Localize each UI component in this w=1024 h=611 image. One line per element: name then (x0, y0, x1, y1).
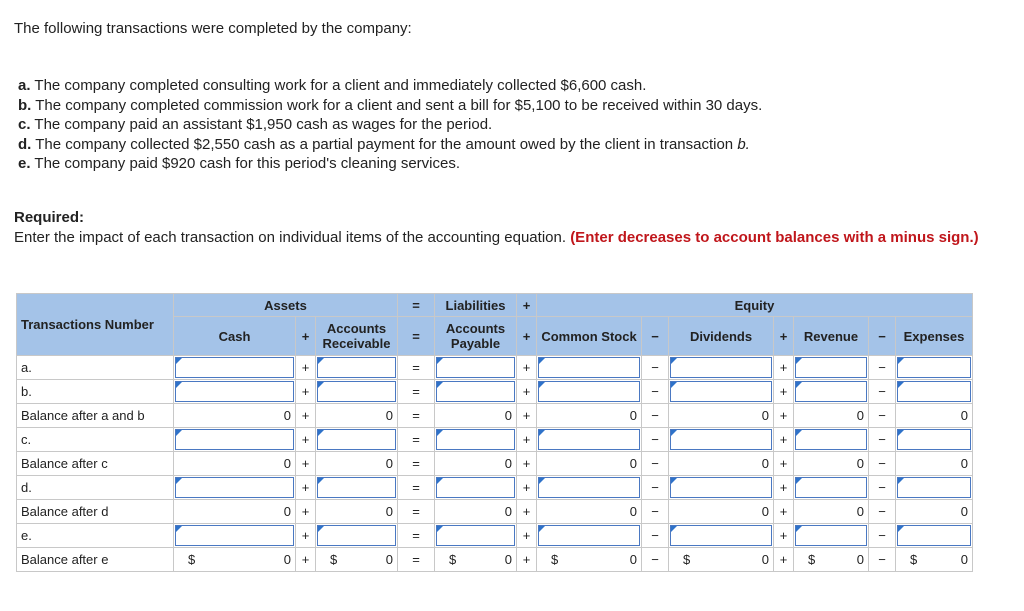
plus-sign: + (774, 380, 794, 404)
cash-balance: 0 (174, 452, 296, 476)
minus-sign: − (642, 428, 669, 452)
plus-sign: + (517, 356, 537, 380)
accounts-payable-input[interactable] (435, 476, 517, 500)
cell-marker-icon (671, 478, 677, 484)
accounts-receivable-balance (316, 548, 398, 572)
minus-sign: − (642, 380, 669, 404)
plus-sign: + (517, 548, 537, 572)
accounts-payable-input-box[interactable] (436, 477, 515, 498)
transaction-item (18, 154, 762, 174)
transaction-letter: a. (18, 77, 31, 94)
header-transactions-number: Transactions Number (17, 294, 174, 356)
header-assets: Assets (174, 294, 398, 317)
cell-marker-icon (318, 430, 324, 436)
accounts-receivable-input-box[interactable] (317, 357, 396, 378)
header-plus-sign: + (774, 317, 794, 356)
plus-sign: + (774, 356, 794, 380)
common-stock-balance: 0 (537, 452, 642, 476)
cell-marker-icon (176, 526, 182, 532)
cell-marker-icon (796, 430, 802, 436)
plus-sign: + (296, 524, 316, 548)
common-stock-input-box[interactable] (538, 357, 640, 378)
header-cash: Cash (174, 317, 296, 356)
table-row (17, 476, 973, 500)
dividends-value: 0 (761, 552, 769, 567)
expenses-input-box[interactable] (897, 477, 971, 498)
dividends-input[interactable] (669, 476, 774, 500)
revenue-input-box[interactable] (795, 477, 867, 498)
minus-sign: − (869, 476, 896, 500)
plus-sign: + (296, 404, 316, 428)
cell-marker-icon (318, 382, 324, 388)
minus-sign: − (869, 380, 896, 404)
accounts-receivable-input[interactable] (316, 428, 398, 452)
plus-sign: + (774, 500, 794, 524)
cell-marker-icon (539, 382, 545, 388)
minus-sign: − (869, 356, 896, 380)
common-stock-balance: 0 (537, 404, 642, 428)
revenue-balance: 0 (794, 452, 869, 476)
header-plus-sign: + (296, 317, 316, 356)
dividends-input-box[interactable] (670, 381, 772, 402)
accounts-payable-balance: 0 (435, 500, 517, 524)
revenue-input[interactable] (794, 524, 869, 548)
transaction-letter: b. (18, 96, 32, 114)
dividends-input-box[interactable] (670, 357, 772, 378)
expenses-input-box[interactable] (897, 429, 971, 450)
plus-sign: + (774, 404, 794, 428)
row-label: e. (17, 524, 174, 548)
accounts-receivable-input[interactable] (316, 524, 398, 548)
transaction-item (18, 115, 762, 135)
required-instruction: Enter the impact of each transaction on individual items of the accounting equation. (14, 228, 567, 246)
common-stock-input-box[interactable] (538, 429, 640, 450)
cash-value: 0 (283, 552, 291, 567)
cell-marker-icon (539, 358, 545, 364)
cell-marker-icon (898, 430, 904, 436)
minus-sign: − (642, 524, 669, 548)
dividends-input[interactable] (669, 356, 774, 380)
cell-marker-icon (176, 358, 182, 364)
cell-marker-icon (437, 526, 443, 532)
transaction-letter: d. (18, 135, 32, 153)
required-section (14, 208, 1004, 247)
accounts-payable-input-box[interactable] (436, 525, 515, 546)
cell-marker-icon (437, 382, 443, 388)
currency-symbol: $ (330, 552, 338, 567)
common-stock-input[interactable] (537, 476, 642, 500)
minus-sign: − (869, 428, 896, 452)
revenue-input[interactable] (794, 356, 869, 380)
minus-sign: − (869, 452, 896, 476)
currency-symbol: $ (910, 552, 918, 567)
revenue-input[interactable] (794, 380, 869, 404)
cell-marker-icon (539, 430, 545, 436)
accounts-receivable-input-box[interactable] (317, 525, 396, 546)
currency-symbol: $ (449, 552, 457, 567)
row-label: Balance after d (17, 500, 174, 524)
accounts-payable-balance (435, 548, 517, 572)
plus-sign: + (517, 380, 537, 404)
currency-symbol: $ (188, 552, 196, 567)
cash-input[interactable] (174, 380, 296, 404)
plus-sign: + (517, 428, 537, 452)
accounts-payable-input-box[interactable] (436, 381, 515, 402)
revenue-input[interactable] (794, 428, 869, 452)
plus-sign: + (517, 476, 537, 500)
plus-sign: + (296, 428, 316, 452)
transaction-item (18, 76, 762, 96)
accounts-payable-input-box[interactable] (436, 357, 515, 378)
equals-sign: = (398, 380, 435, 404)
minus-sign: − (642, 548, 669, 572)
cell-marker-icon (176, 478, 182, 484)
minus-sign: − (642, 452, 669, 476)
row-label: Balance after a and b (17, 404, 174, 428)
transaction-letter: e. (18, 155, 31, 172)
header-revenue: Revenue (794, 317, 869, 356)
row-label: Balance after c (17, 452, 174, 476)
cell-marker-icon (437, 430, 443, 436)
accounts-payable-balance: 0 (435, 404, 517, 428)
accounts-payable-input[interactable] (435, 428, 517, 452)
revenue-input-box[interactable] (795, 525, 867, 546)
table-row (17, 452, 973, 476)
accounts-receivable-value: 0 (385, 552, 393, 567)
transaction-reference: b. (737, 135, 750, 153)
expenses-input[interactable] (896, 476, 973, 500)
accounts-payable-input[interactable] (435, 524, 517, 548)
equals-sign: = (398, 500, 435, 524)
cash-balance: 0 (174, 404, 296, 428)
equals-sign: = (398, 452, 435, 476)
transaction-list (18, 76, 762, 174)
cell-marker-icon (176, 382, 182, 388)
common-stock-balance (537, 548, 642, 572)
cell-marker-icon (318, 526, 324, 532)
cell-marker-icon (898, 526, 904, 532)
header-equals-sign: = (398, 317, 435, 356)
table-row (17, 380, 973, 404)
common-stock-input[interactable] (537, 356, 642, 380)
minus-sign: − (642, 404, 669, 428)
revenue-input-box[interactable] (795, 357, 867, 378)
cell-marker-icon (176, 430, 182, 436)
header-expenses: Expenses (896, 317, 973, 356)
header-accounts-receivable: Accounts Receivable (316, 317, 398, 356)
equals-sign: = (398, 404, 435, 428)
header-minus-sign: − (642, 317, 669, 356)
plus-sign: + (296, 476, 316, 500)
currency-symbol: $ (683, 552, 691, 567)
expenses-input[interactable] (896, 356, 973, 380)
dividends-input-box[interactable] (670, 477, 772, 498)
cash-input-box[interactable] (175, 525, 294, 546)
expenses-balance: 0 (896, 452, 973, 476)
table-row (17, 500, 973, 524)
revenue-balance (794, 548, 869, 572)
equals-sign: = (398, 356, 435, 380)
cash-input-box[interactable] (175, 381, 294, 402)
expenses-input-box[interactable] (897, 357, 971, 378)
table-row (17, 548, 973, 572)
common-stock-input-box[interactable] (538, 525, 640, 546)
header-accounts-payable: Accounts Payable (435, 317, 517, 356)
common-stock-input[interactable] (537, 380, 642, 404)
plus-sign: + (774, 452, 794, 476)
plus-sign: + (517, 500, 537, 524)
dividends-input[interactable] (669, 380, 774, 404)
expenses-input-box[interactable] (897, 381, 971, 402)
header-equity: Equity (537, 294, 973, 317)
accounts-receivable-input[interactable] (316, 380, 398, 404)
accounts-receivable-input-box[interactable] (317, 429, 396, 450)
cell-marker-icon (898, 478, 904, 484)
cell-marker-icon (796, 382, 802, 388)
common-stock-input[interactable] (537, 428, 642, 452)
accounts-receivable-input[interactable] (316, 356, 398, 380)
accounts-receivable-input-box[interactable] (317, 477, 396, 498)
dividends-balance: 0 (669, 500, 774, 524)
expenses-input[interactable] (896, 428, 973, 452)
revenue-input[interactable] (794, 476, 869, 500)
cell-marker-icon (437, 478, 443, 484)
cell-marker-icon (539, 526, 545, 532)
cell-marker-icon (796, 358, 802, 364)
accounts-receivable-input[interactable] (316, 476, 398, 500)
accounts-receivable-balance: 0 (316, 404, 398, 428)
minus-sign: − (642, 500, 669, 524)
accounts-payable-input[interactable] (435, 380, 517, 404)
plus-sign: + (296, 380, 316, 404)
minus-sign: − (869, 500, 896, 524)
row-label: d. (17, 476, 174, 500)
currency-symbol: $ (551, 552, 559, 567)
plus-sign: + (774, 524, 794, 548)
plus-sign: + (296, 452, 316, 476)
accounts-payable-balance: 0 (435, 452, 517, 476)
header-plus-sign: + (517, 294, 537, 317)
revenue-input-box[interactable] (795, 429, 867, 450)
equals-sign: = (398, 476, 435, 500)
cash-balance: 0 (174, 500, 296, 524)
cell-marker-icon (898, 382, 904, 388)
revenue-input-box[interactable] (795, 381, 867, 402)
cash-input[interactable] (174, 428, 296, 452)
plus-sign: + (517, 524, 537, 548)
expenses-balance (896, 548, 973, 572)
revenue-value: 0 (856, 552, 864, 567)
table-row (17, 356, 973, 380)
expenses-input[interactable] (896, 524, 973, 548)
cell-marker-icon (671, 430, 677, 436)
header-minus-sign: − (869, 317, 896, 356)
header-common-stock: Common Stock (537, 317, 642, 356)
header-equals-sign: = (398, 294, 435, 317)
accounts-receivable-balance: 0 (316, 500, 398, 524)
cell-marker-icon (671, 358, 677, 364)
transaction-text: The company completed commission work for a client and sent a bill for $5,100 to be received within 30 days. (35, 96, 763, 114)
row-label: Balance after e (17, 548, 174, 572)
cash-input[interactable] (174, 356, 296, 380)
transaction-text: The company completed consulting work for a client and immediately collected $6,600 cash. (34, 77, 647, 94)
cell-marker-icon (437, 358, 443, 364)
common-stock-input-box[interactable] (538, 477, 640, 498)
accounts-payable-value: 0 (504, 552, 512, 567)
expenses-balance: 0 (896, 500, 973, 524)
table-row (17, 428, 973, 452)
common-stock-input[interactable] (537, 524, 642, 548)
plus-sign: + (296, 548, 316, 572)
required-note: (Enter decreases to account balances with a minus sign.) (570, 228, 979, 246)
dividends-input[interactable] (669, 524, 774, 548)
cell-marker-icon (898, 358, 904, 364)
plus-sign: + (296, 356, 316, 380)
cell-marker-icon (539, 478, 545, 484)
transaction-letter: c. (18, 116, 31, 133)
equals-sign: = (398, 524, 435, 548)
minus-sign: − (642, 356, 669, 380)
revenue-balance: 0 (794, 404, 869, 428)
dividends-input-box[interactable] (670, 525, 772, 546)
accounts-payable-input-box[interactable] (436, 429, 515, 450)
equals-sign: = (398, 428, 435, 452)
intro-text: The following transactions were completed by the company: (14, 20, 412, 37)
minus-sign: − (869, 524, 896, 548)
cell-marker-icon (318, 478, 324, 484)
table-row (17, 404, 973, 428)
accounts-payable-input[interactable] (435, 356, 517, 380)
revenue-balance: 0 (794, 500, 869, 524)
plus-sign: + (517, 404, 537, 428)
plus-sign: + (296, 500, 316, 524)
equals-sign: = (398, 548, 435, 572)
cash-input[interactable] (174, 524, 296, 548)
cell-marker-icon (796, 526, 802, 532)
cash-input-box[interactable] (175, 477, 294, 498)
dividends-input-box[interactable] (670, 429, 772, 450)
cash-input-box[interactable] (175, 429, 294, 450)
cash-balance (174, 548, 296, 572)
accounts-receivable-balance: 0 (316, 452, 398, 476)
cash-input[interactable] (174, 476, 296, 500)
dividends-balance (669, 548, 774, 572)
header-dividends: Dividends (669, 317, 774, 356)
common-stock-input-box[interactable] (538, 381, 640, 402)
cell-marker-icon (671, 382, 677, 388)
dividends-input[interactable] (669, 428, 774, 452)
header-plus-sign: + (517, 317, 537, 356)
minus-sign: − (869, 548, 896, 572)
common-stock-balance: 0 (537, 500, 642, 524)
minus-sign: − (869, 404, 896, 428)
plus-sign: + (774, 548, 794, 572)
dividends-balance: 0 (669, 452, 774, 476)
transaction-item (18, 96, 762, 116)
common-stock-value: 0 (629, 552, 637, 567)
cell-marker-icon (671, 526, 677, 532)
cell-marker-icon (796, 478, 802, 484)
header-liabilities: Liabilities (435, 294, 517, 317)
transaction-text: The company paid $920 cash for this period's cleaning services. (34, 155, 461, 172)
plus-sign: + (774, 428, 794, 452)
row-label: b. (17, 380, 174, 404)
transaction-text: The company collected $2,550 cash as a partial payment for the amount owed by the client in transaction (35, 135, 738, 153)
transaction-item (18, 135, 762, 155)
dividends-balance: 0 (669, 404, 774, 428)
cell-marker-icon (318, 358, 324, 364)
expenses-input-box[interactable] (897, 525, 971, 546)
expenses-input[interactable] (896, 380, 973, 404)
accounts-receivable-input-box[interactable] (317, 381, 396, 402)
minus-sign: − (642, 476, 669, 500)
required-heading: Required: (14, 209, 85, 226)
expenses-balance: 0 (896, 404, 973, 428)
row-label: a. (17, 356, 174, 380)
accounting-equation-table (16, 293, 973, 572)
currency-symbol: $ (808, 552, 816, 567)
expenses-value: 0 (960, 552, 968, 567)
plus-sign: + (774, 476, 794, 500)
cash-input-box[interactable] (175, 357, 294, 378)
table-row (17, 524, 973, 548)
plus-sign: + (517, 452, 537, 476)
row-label: c. (17, 428, 174, 452)
transaction-text: The company paid an assistant $1,950 cash as wages for the period. (34, 116, 493, 133)
